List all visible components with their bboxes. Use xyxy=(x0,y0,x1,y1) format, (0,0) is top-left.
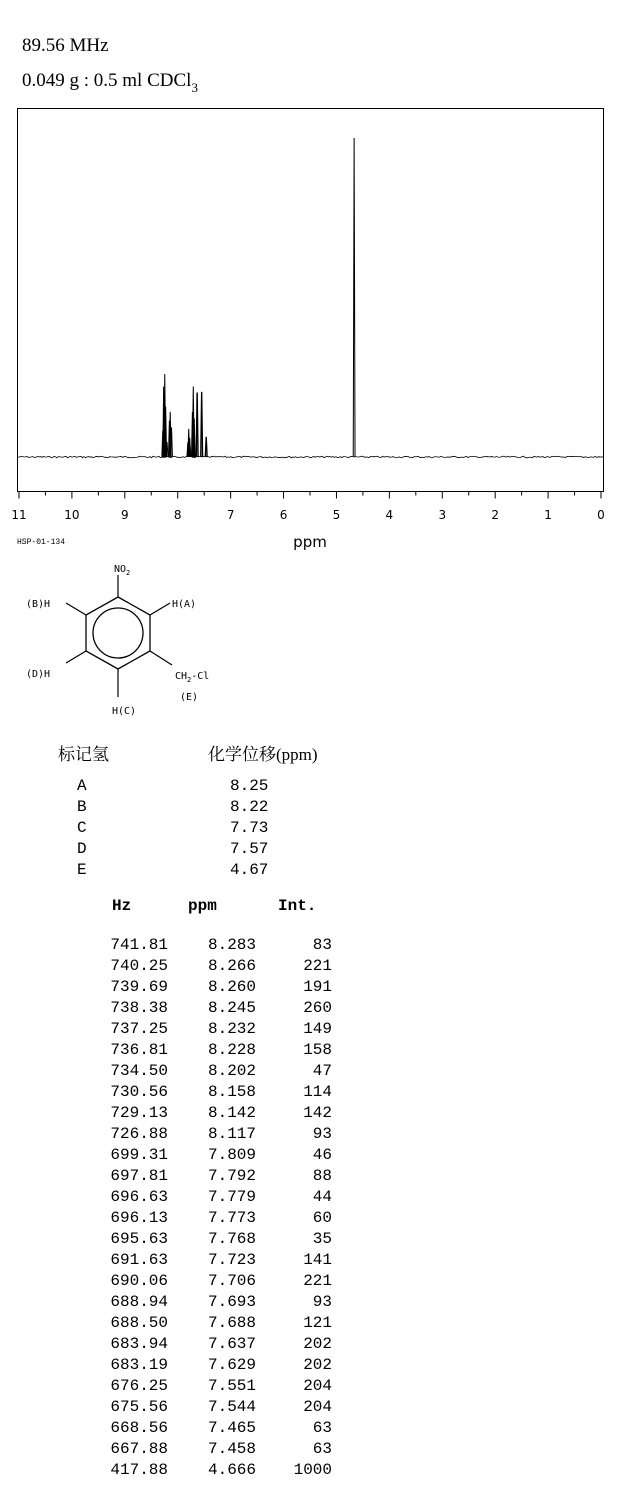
assignment-label: C xyxy=(77,819,87,837)
peak-ppm: 8.232 xyxy=(207,1020,256,1038)
peak-int: 149 xyxy=(303,1020,332,1038)
peak-ppm: 7.706 xyxy=(207,1272,256,1290)
peak-hz: 696.63 xyxy=(110,1188,168,1206)
assignment-shift: 7.73 xyxy=(230,819,269,837)
peak-int: 204 xyxy=(303,1377,332,1395)
spectrum-peak xyxy=(353,138,355,457)
peak-int: 47 xyxy=(312,1062,332,1080)
peak-hz: 691.63 xyxy=(110,1251,168,1269)
plot-frame xyxy=(18,109,604,492)
peak-ppm: 7.723 xyxy=(207,1251,256,1269)
peak-header-ppm: ppm xyxy=(188,897,217,915)
peak-hz: 729.13 xyxy=(110,1104,168,1122)
assignment-label: B xyxy=(77,798,87,816)
spectrometer-frequency: 89.56 MHz xyxy=(22,35,109,56)
peak-int: 60 xyxy=(312,1209,332,1227)
peak-int: 1000 xyxy=(293,1461,332,1479)
x-tick-label: 10 xyxy=(64,508,80,522)
peak-ppm: 8.283 xyxy=(207,936,256,954)
peak-int: 46 xyxy=(312,1146,332,1164)
peak-hz: 740.25 xyxy=(110,957,168,975)
label-ch2cl: $CH_2-Cl$ xyxy=(175,671,210,684)
x-tick-label: 7 xyxy=(226,508,235,522)
nmr-spectrum-chart xyxy=(0,100,618,560)
peak-ppm: 8.117 xyxy=(207,1125,256,1143)
peak-hz: 683.19 xyxy=(110,1356,168,1374)
peak-header-hz: Hz xyxy=(112,897,132,915)
peak-ppm: 7.693 xyxy=(207,1293,256,1311)
peak-hz: 688.94 xyxy=(110,1293,168,1311)
peak-hz: 741.81 xyxy=(110,936,168,954)
peak-ppm: 7.768 xyxy=(207,1230,256,1248)
x-axis-label: ppm xyxy=(293,533,327,551)
peak-hz: 676.25 xyxy=(110,1377,168,1395)
peak-hz: 696.13 xyxy=(110,1209,168,1227)
peak-ppm: 7.544 xyxy=(207,1398,256,1416)
peak-int: 121 xyxy=(303,1314,332,1332)
peak-ppm: 7.458 xyxy=(207,1440,256,1458)
peak-int: 204 xyxy=(303,1398,332,1416)
peak-ppm: 8.142 xyxy=(207,1104,256,1122)
bond-hb xyxy=(66,603,86,615)
assignment-label: E xyxy=(77,861,87,879)
peak-hz: 668.56 xyxy=(110,1419,168,1437)
peak-int: 35 xyxy=(312,1230,332,1248)
x-tick-label: 2 xyxy=(491,508,500,522)
label-hd: (D)H xyxy=(26,669,51,680)
peak-int: 63 xyxy=(312,1440,332,1458)
label-hc: H(C) xyxy=(112,706,137,717)
x-tick-label: 8 xyxy=(173,508,182,522)
sample-id: HSP-01-134 xyxy=(17,538,66,547)
peak-ppm: 4.666 xyxy=(207,1461,256,1479)
x-tick-label: 6 xyxy=(279,508,288,522)
assignment-shift: 8.25 xyxy=(230,777,269,795)
peak-ppm: 8.266 xyxy=(207,957,256,975)
peak-ppm: 8.260 xyxy=(207,978,256,996)
peak-hz: 683.94 xyxy=(110,1335,168,1353)
x-tick-label: 3 xyxy=(438,508,447,522)
peak-int: 88 xyxy=(312,1167,332,1185)
peak-hz: 697.81 xyxy=(110,1167,168,1185)
label-hb: (B)H xyxy=(26,599,51,610)
peak-int: 93 xyxy=(312,1293,332,1311)
sample-description-text: 0.049 g : 0.5 ml CDCl xyxy=(22,70,192,91)
assignment-shift: 4.67 xyxy=(230,861,269,879)
peak-ppm: 8.158 xyxy=(207,1083,256,1101)
assignment-label: D xyxy=(77,840,87,858)
x-tick-label: 1 xyxy=(544,508,552,522)
peak-hz: 688.50 xyxy=(110,1314,168,1332)
peak-ppm: 7.688 xyxy=(207,1314,256,1332)
x-tick-label: 0 xyxy=(597,508,605,522)
peak-header-int: Int. xyxy=(278,897,317,915)
peak-int: 221 xyxy=(303,1272,332,1290)
assignment-shift: 8.22 xyxy=(230,798,269,816)
peak-hz: 690.06 xyxy=(110,1272,168,1290)
peak-hz: 667.88 xyxy=(110,1440,168,1458)
sample-description xyxy=(22,70,198,96)
peak-ppm: 7.779 xyxy=(207,1188,256,1206)
label-no2: $NO_2$ xyxy=(114,564,131,577)
peak-ppm: 8.202 xyxy=(207,1062,256,1080)
peak-ppm: 7.792 xyxy=(207,1167,256,1185)
label-ha: H(A) xyxy=(172,599,197,610)
peak-int: 202 xyxy=(303,1335,332,1353)
peak-hz: 726.88 xyxy=(110,1125,168,1143)
spectrum-baseline xyxy=(18,456,603,458)
bond-ch2 xyxy=(150,651,172,665)
peak-ppm: 7.773 xyxy=(207,1209,256,1227)
peak-int: 44 xyxy=(312,1188,332,1206)
aromatic-circle xyxy=(93,608,143,658)
peak-int: 202 xyxy=(303,1356,332,1374)
peak-int: 158 xyxy=(303,1041,332,1059)
peak-ppm: 7.465 xyxy=(207,1419,256,1437)
spectrum-peak xyxy=(166,442,168,457)
peak-hz: 730.56 xyxy=(110,1083,168,1101)
peak-hz: 699.31 xyxy=(110,1146,168,1164)
peak-int: 83 xyxy=(312,936,332,954)
assignment-shift: 7.57 xyxy=(230,840,269,858)
peak-hz: 417.88 xyxy=(110,1461,168,1479)
peak-int: 221 xyxy=(303,957,332,975)
peak-hz: 737.25 xyxy=(110,1020,168,1038)
peak-hz: 738.38 xyxy=(110,999,168,1017)
assignment-label: A xyxy=(77,777,87,795)
peak-int: 63 xyxy=(312,1419,332,1437)
assignment-header-label: 标记氢 xyxy=(58,745,109,764)
peak-int: 260 xyxy=(303,999,332,1017)
x-tick-label: 5 xyxy=(332,508,341,522)
peak-hz: 695.63 xyxy=(110,1230,168,1248)
peak-hz: 675.56 xyxy=(110,1398,168,1416)
molecular-structure xyxy=(0,555,260,720)
peak-int: 93 xyxy=(312,1125,332,1143)
spectrum-peak xyxy=(171,427,173,457)
peak-ppm: 7.637 xyxy=(207,1335,256,1353)
label-e: (E) xyxy=(180,692,199,703)
peak-ppm: 7.809 xyxy=(207,1146,256,1164)
peak-ppm: 7.629 xyxy=(207,1356,256,1374)
peak-ppm: 8.228 xyxy=(207,1041,256,1059)
bond-hd xyxy=(66,651,86,663)
sample-description-subscript: 3 xyxy=(191,80,198,95)
peak-int: 142 xyxy=(303,1104,332,1122)
peak-ppm: 7.551 xyxy=(207,1377,256,1395)
x-tick-label: 11 xyxy=(11,508,27,522)
x-tick-label: 9 xyxy=(120,508,129,522)
peak-int: 191 xyxy=(303,978,332,996)
assignment-header-shift: 化学位移(ppm) xyxy=(208,745,318,764)
peak-hz: 736.81 xyxy=(110,1041,168,1059)
peak-hz: 734.50 xyxy=(110,1062,168,1080)
bond-ha xyxy=(150,603,170,615)
peak-hz: 739.69 xyxy=(110,978,168,996)
peak-int: 141 xyxy=(303,1251,332,1269)
peak-int: 114 xyxy=(303,1083,332,1101)
x-tick-label: 4 xyxy=(385,508,394,522)
peak-ppm: 8.245 xyxy=(207,999,256,1017)
